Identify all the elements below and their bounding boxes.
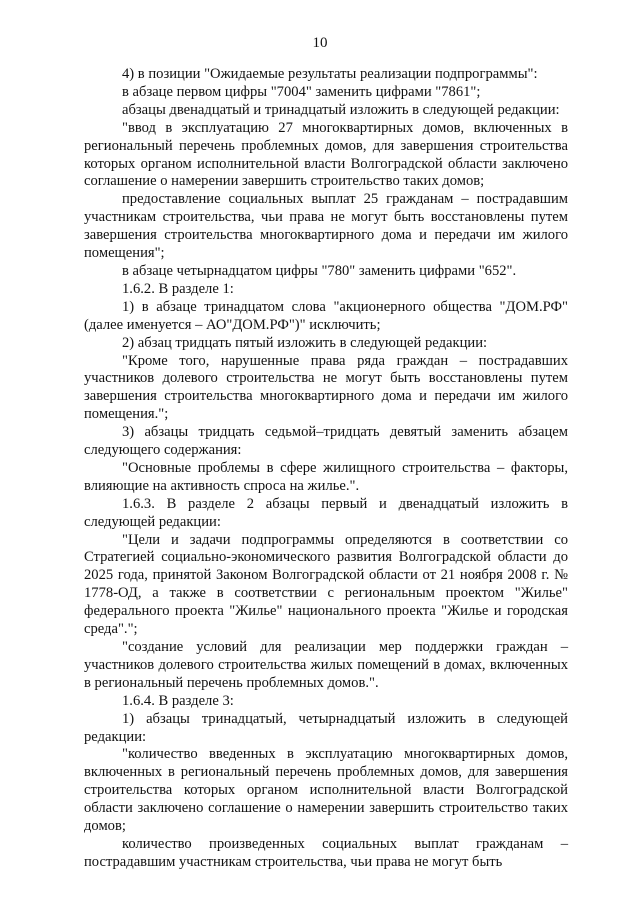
paragraph: предоставление социальных выплат 25 гражданам – пострадавшим участникам строительства, чьи права не могут быть восстановлены путем завершения строительства многоквартирного дома и передачи им жилого помещения"; (84, 191, 568, 262)
paragraph: "количество введенных в эксплуатацию многоквартирных домов, включенных в региональный перечень проблемных домов, для завершения строительства которых органом исполнительной власти Волгоградской области заключено соглашение о намерении завершить строительство таких домов; (84, 746, 568, 835)
paragraph: 2) абзац тридцать пятый изложить в следующей редакции: (122, 334, 488, 351)
paragraph: 1) абзацы тринадцатый, четырнадцатый изложить в следующей редакции: (84, 710, 568, 745)
paragraph: 1.6.4. В разделе 3: (122, 692, 234, 709)
paragraph: "Кроме того, нарушенные права ряда граждан – пострадавших участников долевого строительства не могут быть восстановлены путем завершения строительства многоквартирного дома и передачи им жилого помещения."; (84, 352, 568, 423)
document-body (84, 66, 568, 872)
paragraph: 1) в абзаце тринадцатом слова "акционерного общества "ДОМ.РФ" (далее именуется – АО"ДОМ.РФ")" исключить; (84, 298, 568, 333)
paragraph: количество произведенных социальных выплат гражданам – пострадавшим участникам строительства, чьи права не могут быть (84, 835, 568, 870)
paragraph: "Цели и задачи подпрограммы определяются в соответствии со Стратегией социально-экономического развития Волгоградской области до 2025 года, принятой Законом Волгоградской области от 21 ноября 2008 г. № 1778-ОД, а также в соответствии с региональным проектом "Жилье" федерального проекта "Жилье" национального проекта "Жилье и городская среда"."; (84, 531, 568, 638)
paragraph: "Основные проблемы в сфере жилищного строительства – факторы, влияющие на активность спроса на жилье.". (84, 459, 568, 494)
paragraph: "ввод в эксплуатацию 27 многоквартирных домов, включенных в региональный перечень проблемных домов, для завершения строительства которых органом исполнительной власти Волгоградской области заключено соглашение о намерении завершить строительство таких домов; (84, 119, 568, 190)
paragraph: в абзаце четырнадцатом цифры "780" заменить цифрами "652". (122, 262, 517, 279)
paragraph: 1.6.3. В разделе 2 абзацы первый и двенадцатый изложить в следующей редакции: (84, 495, 568, 530)
paragraph: абзацы двенадцатый и тринадцатый изложить в следующей редакции: (122, 101, 560, 118)
page-number: 10 (312, 35, 328, 51)
paragraph: в абзаце первом цифры "7004" заменить цифрами "7861"; (122, 83, 481, 100)
paragraph: 4) в позиции "Ожидаемые результаты реализации подпрограммы": (122, 66, 538, 82)
paragraph: 1.6.2. В разделе 1: (122, 280, 234, 297)
paragraph: "создание условий для реализации мер поддержки граждан – участников долевого строительства жилых помещений в домах, включенных в региональный перечень проблемных домов.". (84, 639, 568, 691)
paragraph: 3) абзацы тридцать седьмой–тридцать девятый заменить абзацем следующего содержания: (84, 424, 568, 459)
